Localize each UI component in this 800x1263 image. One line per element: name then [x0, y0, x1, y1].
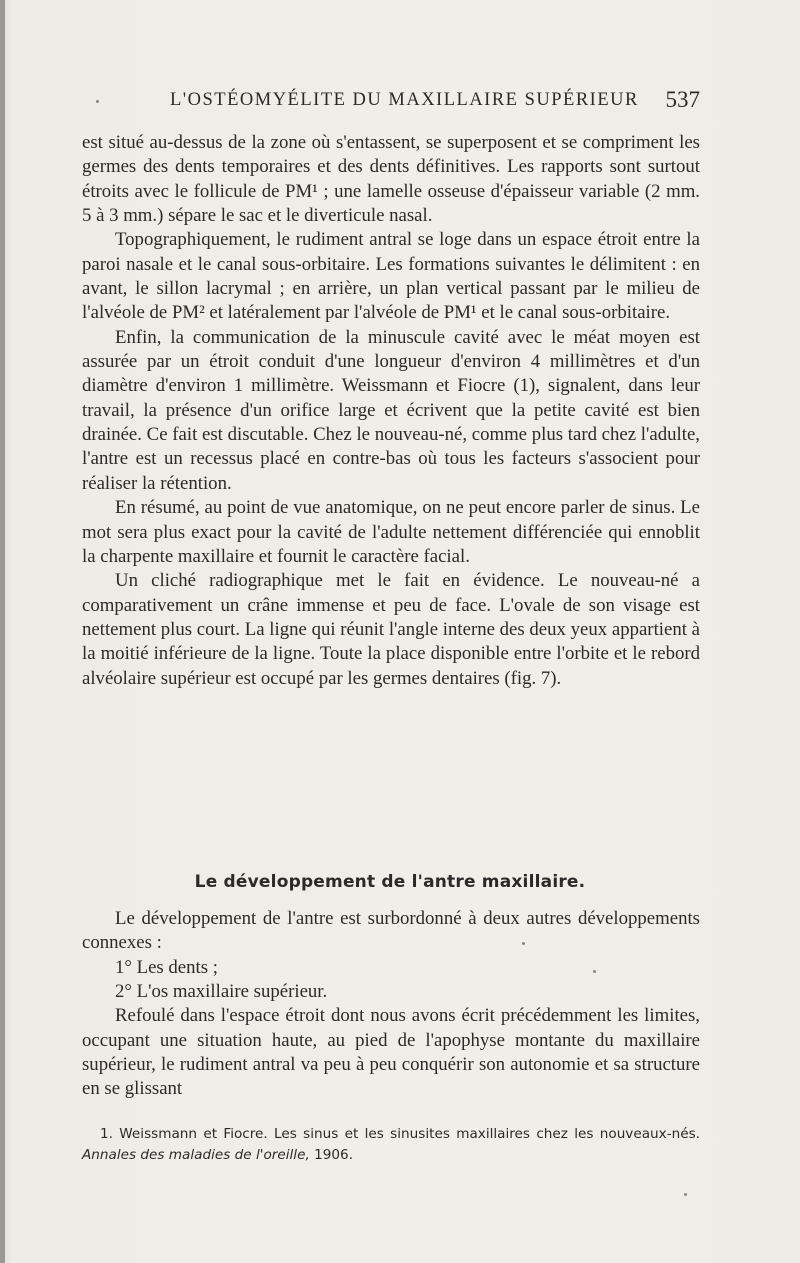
paragraph: En résumé, au point de vue anatomique, on ne peut encore parler de sinus. Le mot sera plus exact pour la cavité de l'adulte nettement différenciée qui ennoblit la charpente maxillaire et fournit le caractère facial. [82, 497, 700, 567]
paper-speck [593, 970, 596, 973]
body-text-top [82, 131, 700, 691]
footnote-journal: Annales des maladies de l'oreille, [82, 1147, 310, 1163]
page-number: 537 [665, 87, 700, 112]
paper-speck [684, 1193, 687, 1196]
list-item: 2° L'os maxillaire supérieur. [115, 981, 328, 1003]
footnote [82, 1124, 700, 1166]
running-title: L'OSTÉOMYÉLITE DU MAXILLAIRE SUPÉRIEUR [170, 90, 639, 110]
paper-speck [96, 100, 99, 103]
paragraph: Topographiquement, le rudiment antral se loge dans un espace étroit entre la paroi nasale et le canal sous-orbitaire. Les formations suivantes le délimitent : en avant, le sillon lacrymal ; en arrière, un plan vertical passant par le milieu de l'alvéole de PM² et latéralement par l'alvéole de PM¹ et le canal sous-orbitaire. [82, 229, 700, 324]
section-heading: Le développement de l'antre maxillaire. [194, 872, 586, 892]
paper-speck [522, 942, 525, 945]
body-text-bottom [82, 907, 700, 1102]
list-item: 1° Les dents ; [115, 956, 218, 978]
paragraph: Le développement de l'antre est surbordonné à deux autres développements connexes : [82, 908, 700, 954]
paragraph: Un cliché radiographique met le fait en évidence. Le nouveau-né a comparativement un crâne immense et peu de face. L'ovale de son visage est nettement plus court. La ligne qui réunit l'angle interne des deux yeux appartient à la moitié inférieure de la ligne. Toute la place disponible entre l'orbite et le rebord alvéolaire supérieur est occupé par les germes dentaires (fig. 7). [82, 570, 700, 689]
footnote-citation: 1. Weissmann et Fiocre. Les sinus et les sinusites maxillaires chez les nouveaux-nés. [100, 1126, 700, 1142]
footnote-year: 1906. [314, 1147, 354, 1163]
paragraph: Enfin, la communication de la minuscule cavité avec le méat moyen est assurée par un étroit conduit d'une longueur d'environ 4 millimètres et d'un diamètre d'environ 1 millimètre. Weissmann et Fiocre (1), signalent, dans leur travail, la présence d'un orifice large et écrivent que la petite cavité est bien drainée. Ce fait est discutable. Chez le nouveau-né, comme plus tard chez l'adulte, l'antre est un recessus placé en contre-bas où tous les facteurs s'associent pour réaliser la rétention. [82, 326, 700, 494]
binding-edge [0, 0, 5, 1263]
running-header [82, 87, 700, 120]
paragraph: est situé au-dessus de la zone où s'entassent, se superposent et se compriment les germes des dents temporaires et des dents définitives. Les rapports sont surtout étroits avec le follicule de PM¹ ; une lamelle osseuse d'épaisseur variable (2 mm. 5 à 3 mm.) sépare le sac et le diverticule nasal. [82, 132, 700, 227]
paragraph: Refoulé dans l'espace étroit dont nous avons écrit précédemment les limites, occupant une situation haute, au pied de l'apophyse montante du maxillaire supérieur, le rudiment antral va peu à peu conquérir son autonomie et sa structure en se glissant [82, 1005, 700, 1100]
